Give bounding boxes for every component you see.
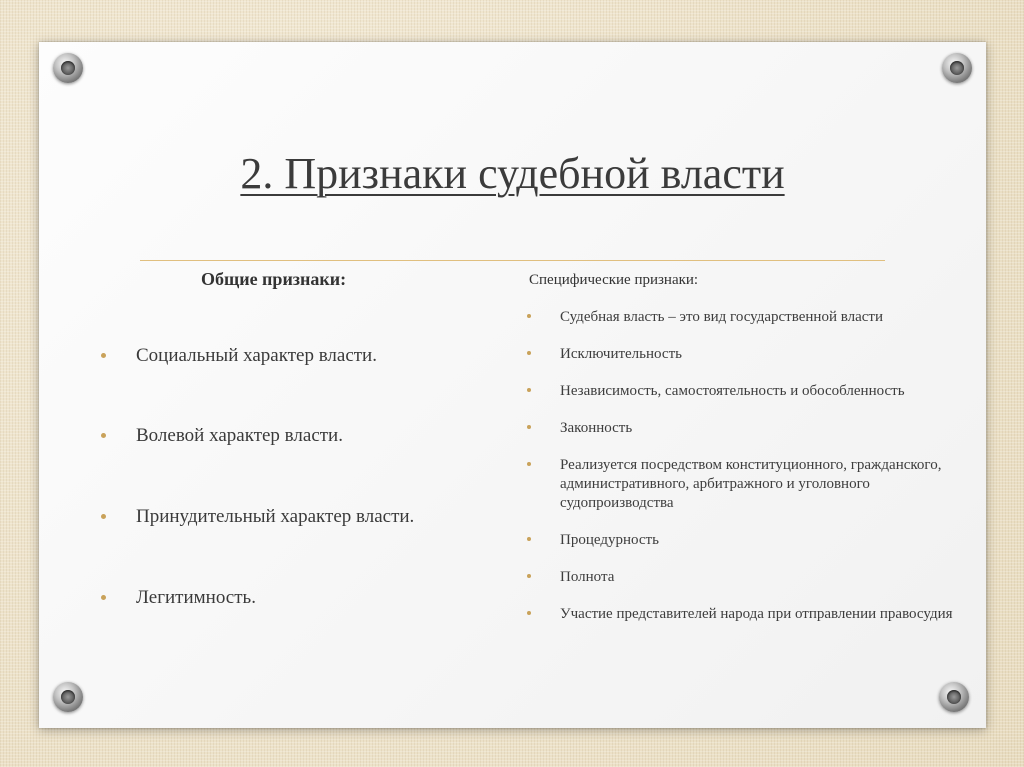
general-item-text: Волевой характер власти. xyxy=(136,425,343,446)
specific-item-text: Участие представителей народа при отправлении правосудия xyxy=(560,606,953,622)
bullet-icon xyxy=(527,425,531,429)
list-item xyxy=(97,344,414,368)
list-item xyxy=(509,456,979,513)
list-item xyxy=(509,605,979,624)
grommet-top-left-icon xyxy=(53,53,83,83)
list-item xyxy=(97,424,414,448)
specific-item-text: Реализуется посредством конституционного, гражданского, административного, арбитражного и уголовного судопроизводства xyxy=(560,457,942,511)
bullet-icon xyxy=(101,353,106,358)
specific-item-text: Судебная власть – это вид государственной власти xyxy=(560,309,883,325)
bullet-icon xyxy=(527,314,531,318)
slide-title: 2. Признаки судебной власти xyxy=(240,149,785,198)
specific-item-text: Полнота xyxy=(560,569,615,585)
bullet-icon xyxy=(101,514,106,519)
general-list xyxy=(97,344,414,610)
slide-board xyxy=(39,42,986,728)
grommet-bottom-right-icon xyxy=(939,682,969,712)
general-item-text: Легитимность. xyxy=(136,587,256,608)
list-item xyxy=(509,345,979,364)
bullet-icon xyxy=(527,462,531,466)
list-item xyxy=(509,531,979,550)
general-heading: Общие признаки: xyxy=(201,269,347,289)
specific-list xyxy=(509,308,979,642)
bullet-icon xyxy=(527,388,531,392)
title-divider xyxy=(140,260,885,261)
bullet-icon xyxy=(101,595,106,600)
list-item xyxy=(97,505,414,529)
bullet-icon xyxy=(101,433,106,438)
specific-heading: Специфические признаки: xyxy=(529,272,699,288)
specific-item-text: Независимость, самостоятельность и обособленность xyxy=(560,383,905,399)
specific-item-text: Исключительность xyxy=(560,346,682,362)
list-item xyxy=(509,382,979,401)
list-item xyxy=(509,308,979,327)
specific-item-text: Процедурность xyxy=(560,532,659,548)
list-item xyxy=(509,419,979,438)
bullet-icon xyxy=(527,537,531,541)
general-item-text: Принудительный характер власти. xyxy=(136,506,415,527)
list-item xyxy=(509,568,979,587)
grommet-bottom-left-icon xyxy=(53,682,83,712)
specific-item-text: Законность xyxy=(560,420,633,436)
bullet-icon xyxy=(527,351,531,355)
grommet-top-right-icon xyxy=(942,53,972,83)
list-item xyxy=(97,586,414,610)
general-item-text: Социальный характер власти. xyxy=(136,345,377,366)
bullet-icon xyxy=(527,574,531,578)
bullet-icon xyxy=(527,611,531,615)
